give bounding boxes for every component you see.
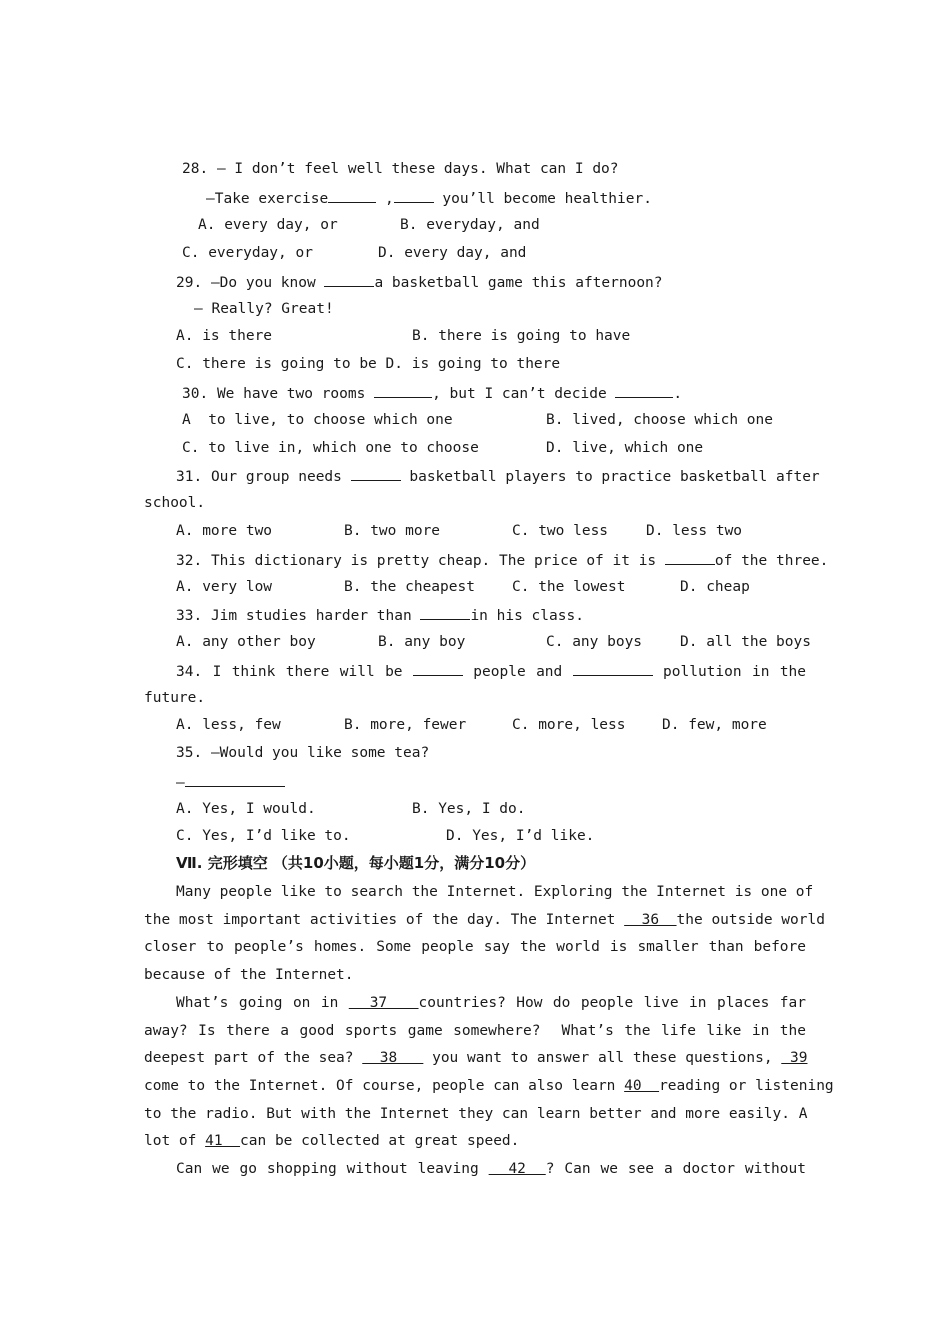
blank — [665, 549, 715, 565]
q31-stem-cont: school. — [144, 495, 206, 511]
q32-option-c: C. the lowest — [512, 579, 626, 595]
blank — [615, 382, 673, 398]
passage-line: because of the Internet. — [144, 967, 354, 983]
blank-38: 38 — [362, 1050, 424, 1066]
passage-line: deepest part of the sea? 38 you want to answer all these questions, 39 — [144, 1050, 808, 1066]
q31-stem: 31. Our group needs basketball players to practice basketball after — [176, 465, 806, 487]
q32-option-d: D. cheap — [680, 579, 750, 595]
blank — [413, 660, 463, 676]
blank — [328, 187, 376, 203]
q35-option-d: D. Yes, I’d like. — [446, 828, 595, 844]
passage-line: What’s going on in 37 countries? How do people live in places far — [176, 995, 806, 1011]
q34-stem: 34. I think there will be people and pollution in the — [176, 660, 806, 682]
q34-option-d: D. few, more — [662, 717, 767, 733]
q35-option-c: C. Yes, I’d like to. — [176, 828, 351, 844]
q30-option-a: A to live, to choose which one — [182, 412, 453, 428]
q29-option-a: A. is there — [176, 328, 273, 344]
passage-line: away? Is there a good sports game somewhere? What’s the life like in the — [144, 1023, 806, 1039]
q34-option-c: C. more, less — [512, 717, 626, 733]
blank — [394, 187, 434, 203]
q31-option-a: A. more two — [176, 523, 273, 539]
passage-line: closer to people’s homes. Some people say the world is smaller than before — [144, 939, 806, 955]
q29-options-cd: C. there is going to be D. is going to there — [176, 356, 561, 372]
blank-39: 39 — [781, 1050, 808, 1066]
section-heading: Ⅶ. 完形填空 （共10小题，每小题1分，满分10分） — [176, 854, 536, 872]
q33-stem: 33. Jim studies harder than in his class. — [176, 604, 584, 626]
q28-stem: 28. — I don’t feel well these days. What can I do? — [182, 161, 619, 177]
passage-line: the most important activities of the day. The Internet 36 the outside world — [144, 912, 825, 928]
blank — [185, 771, 285, 787]
blank-42: 42 — [488, 1161, 546, 1177]
passage-line: to the radio. But with the Internet they can learn better and more easily. A — [144, 1106, 808, 1122]
q30-option-b: B. lived, choose which one — [546, 412, 773, 428]
q32-stem: 32. This dictionary is pretty cheap. The price of it is of the three. — [176, 549, 828, 571]
q34-stem-cont: future. — [144, 690, 206, 706]
q28-option-c: C. everyday, or — [182, 245, 313, 261]
q30-option-d: D. live, which one — [546, 440, 704, 456]
q28-option-d: D. every day, and — [378, 245, 527, 261]
q28-option-b: B. everyday, and — [400, 217, 540, 233]
q30-stem: 30. We have two rooms , but I can’t decide . — [182, 382, 682, 404]
q29-stem: 29. —Do you know a basketball game this afternoon? — [176, 271, 663, 293]
q32-option-a: A. very low — [176, 579, 273, 595]
q31-option-d: D. less two — [646, 523, 743, 539]
q32-option-b: B. the cheapest — [344, 579, 475, 595]
passage-line: Many people like to search the Internet. Exploring the Internet is one of — [176, 884, 814, 900]
q34-option-b: B. more, fewer — [344, 717, 467, 733]
q33-option-c: C. any boys — [546, 634, 643, 650]
q34-option-a: A. less, few — [176, 717, 281, 733]
blank-40: 40 — [624, 1078, 660, 1094]
q35-option-b: B. Yes, I do. — [412, 801, 526, 817]
blank — [374, 382, 432, 398]
blank-37: 37 — [348, 995, 419, 1011]
q31-option-b: B. two more — [344, 523, 441, 539]
q28-option-a: A. every day, or — [198, 217, 338, 233]
q30-option-c: C. to live in, which one to choose — [182, 440, 479, 456]
blank — [324, 271, 374, 287]
passage-line: come to the Internet. Of course, people can also learn 40 reading or listening — [144, 1078, 834, 1094]
q28-reply: —Take exercise , you’ll become healthier. — [206, 187, 652, 209]
blank-41: 41 — [205, 1133, 241, 1149]
q31-option-c: C. two less — [512, 523, 609, 539]
blank — [351, 465, 401, 481]
q29-reply: — Really? Great! — [194, 301, 334, 317]
q35-reply: — — [176, 771, 285, 793]
blank-36: 36 — [624, 912, 677, 928]
q35-stem: 35. —Would you like some tea? — [176, 745, 430, 761]
blank — [573, 660, 653, 676]
q33-option-a: A. any other boy — [176, 634, 316, 650]
q35-option-a: A. Yes, I would. — [176, 801, 316, 817]
q33-option-d: D. all the boys — [680, 634, 811, 650]
passage-line: lot of 41 can be collected at great speed. — [144, 1133, 520, 1149]
q33-option-b: B. any boy — [378, 634, 466, 650]
passage-line: Can we go shopping without leaving 42 ? Can we see a doctor without — [176, 1161, 806, 1177]
q29-option-b: B. there is going to have — [412, 328, 631, 344]
blank — [420, 604, 470, 620]
